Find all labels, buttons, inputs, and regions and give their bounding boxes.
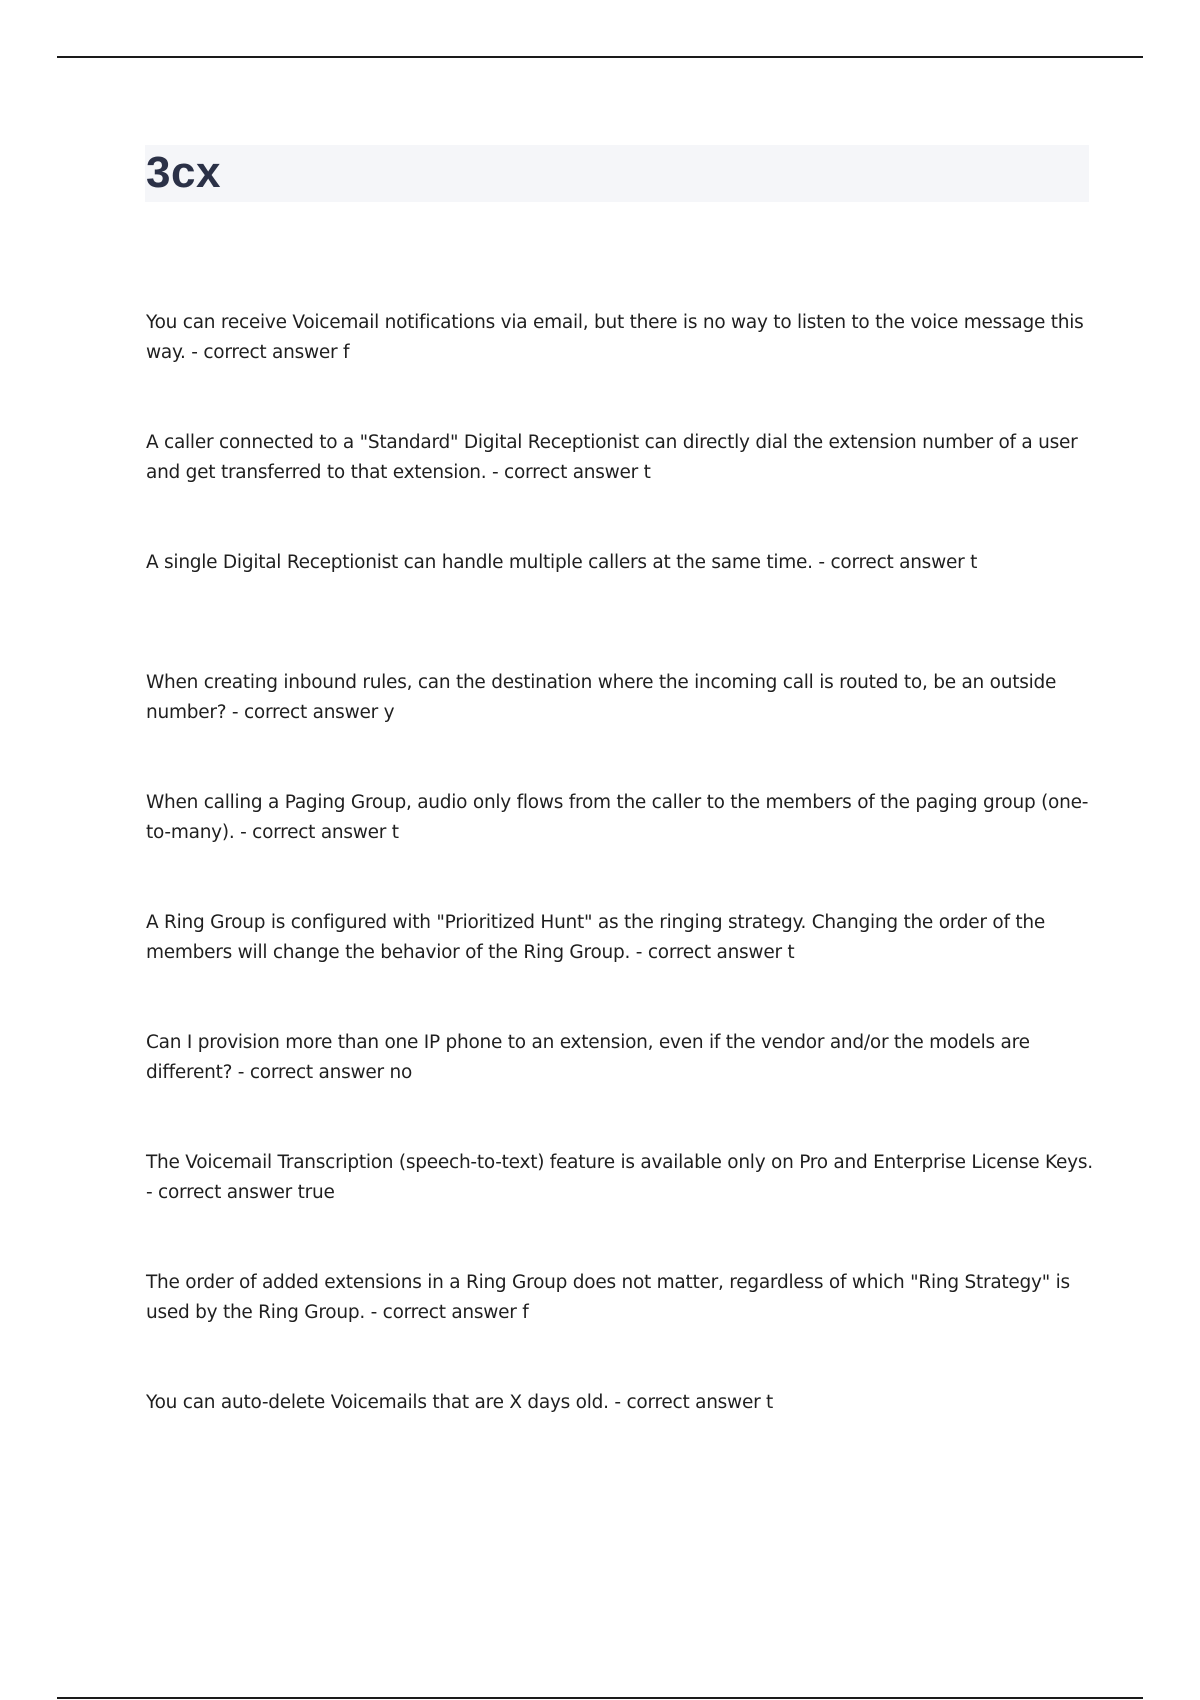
qa-item-9: The order of added extensions in a Ring Group does not matter, regardless of which "Ring Strategy" is used by the Ring Group. - correct answer f: [146, 1271, 1070, 1323]
header-divider: [57, 56, 1143, 58]
qa-list: [146, 289, 1094, 1508]
qa-item-3: A single Digital Receptionist can handle multiple callers at the same time. - correct answer t: [146, 551, 978, 573]
qa-item-1: You can receive Voicemail notifications via email, but there is no way to listen to the voice message this way. - correct answer f: [146, 311, 1084, 363]
qa-item-4: When creating inbound rules, can the destination where the incoming call is routed to, be an outside number? - correct answer y: [146, 671, 1057, 723]
qa-item-5: When calling a Paging Group, audio only flows from the caller to the members of the paging group (one-to-many). - correct answer t: [146, 791, 1089, 843]
page-title: 3cx: [146, 148, 221, 197]
title-band: [145, 145, 1089, 202]
qa-item-6: A Ring Group is configured with "Prioritized Hunt" as the ringing strategy. Changing the order of the members will change the behavior of the Ring Group. - correct answer t: [146, 911, 1045, 963]
qa-item-10: You can auto-delete Voicemails that are X days old. - correct answer t: [146, 1391, 774, 1413]
qa-item-2: A caller connected to a "Standard" Digital Receptionist can directly dial the extension number of a user and get transferred to that extension. - correct answer t: [146, 431, 1078, 483]
qa-item-7: Can I provision more than one IP phone to an extension, even if the vendor and/or the models are different? - correct answer no: [146, 1031, 1030, 1083]
qa-item-8: The Voicemail Transcription (speech-to-text) feature is available only on Pro and Enterprise License Keys. - correct answer true: [146, 1151, 1093, 1203]
footer-divider: [57, 1697, 1143, 1699]
